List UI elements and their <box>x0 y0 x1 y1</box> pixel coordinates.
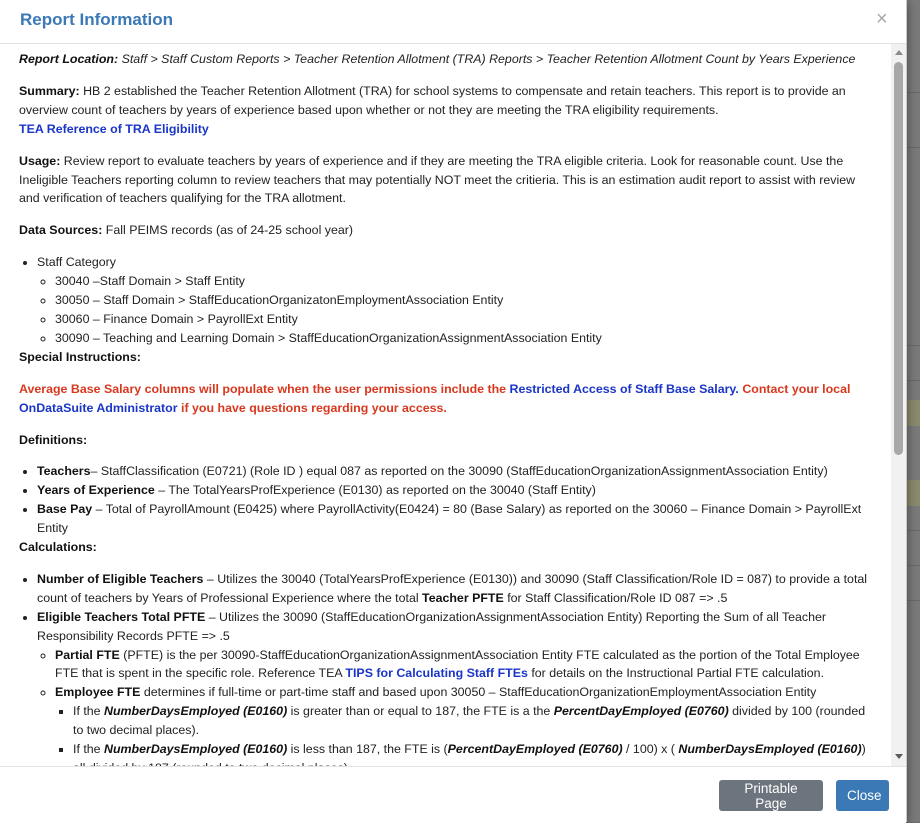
report-location <box>19 50 871 69</box>
warning-text: Contact your local <box>742 381 851 396</box>
calculation-term: Employee FTE <box>55 685 141 700</box>
usage-text: Review report to evaluate teachers by years of experience and if they are meeting the TRA eligible criteria. Look for reasonable count. Use the Ineligible Teachers reporting column to review teachers that may potentially NOT meet the critieria. This is an estimation audit report to assist with review and verification of teachers qualifying for the TRA allotment. <box>19 153 856 206</box>
definitions-list <box>37 462 871 538</box>
field-name: NumberDaysEmployed (E0160) <box>678 742 862 757</box>
modal-body[interactable] <box>0 44 906 766</box>
report-location-value: Staff > Staff Custom Reports > Teacher Retention Allotment (TRA) Reports > Teacher Retention Allotment Count by Years Experience <box>121 52 856 66</box>
background-page <box>905 0 920 822</box>
background-divider <box>905 147 920 148</box>
list-item <box>37 462 871 481</box>
scroll-down-icon[interactable] <box>895 754 903 759</box>
summary-section <box>19 82 871 139</box>
calculation-text: for details on the Instructional Partial FTE calculation. <box>531 666 825 681</box>
calculations-list <box>37 570 871 778</box>
definition-term: Years of Experience <box>37 483 155 498</box>
summary-label: Summary: <box>19 83 80 98</box>
background-highlight-row <box>905 400 920 426</box>
data-sources-section <box>19 221 871 240</box>
warning-text: Average Base Salary columns will populate when the user permissions include the <box>19 381 507 396</box>
calculation-term: Eligible Teachers Total PFTE <box>37 609 206 624</box>
list-item <box>55 646 871 684</box>
warning-text: if you have questions regarding your access. <box>181 400 447 415</box>
field-name: NumberDaysEmployed (E0160) <box>104 704 288 719</box>
calculation-text: for Staff Classification/Role ID 087 => .5 <box>507 590 728 605</box>
restricted-access-link[interactable]: Restricted Access of Staff Base Salary. <box>509 381 739 396</box>
special-instructions-label: Special Instructions: <box>19 349 141 364</box>
field-name: PercentDayEmployed (E0760) <box>553 704 729 719</box>
list-item: ◦ 30050 – Staff Domain > StaffEducationOrganizatonEmploymentAssociation Entity <box>55 291 871 310</box>
definition-term: Teachers <box>37 464 91 479</box>
calculation-text: – Utilizes the 30040 (TotalYearsProfExperience (E0130)) and 30090 (Staff Classification/Role ID = 087) to provide a total count of teachers by Years of Professional Experience where the total <box>37 571 868 605</box>
definitions-label: Definitions: <box>19 432 88 447</box>
list-item: ◦ 30060 – Finance Domain > PayrollExt Entity <box>55 310 871 329</box>
usage-section <box>19 152 871 209</box>
background-divider <box>905 530 920 531</box>
data-sources-list <box>37 253 871 348</box>
calculation-text: (PFTE) <box>123 647 164 662</box>
list-item <box>37 253 871 348</box>
background-divider <box>905 345 920 346</box>
calculation-bold: Teacher PFTE <box>422 590 504 605</box>
modal-footer <box>0 766 906 823</box>
data-sources-label: Data Sources: <box>19 223 103 238</box>
definition-text: – Total of PayrollAmount (E0425) where PayrollActivity(E0424) = 80 (Base Salary) as reported on the 30060 – Finance Domain > PayrollExt Entity <box>37 502 862 536</box>
modal-scrollbar[interactable] <box>891 44 906 766</box>
calculation-term: Number of Eligible Teachers <box>37 571 204 586</box>
calculation-term: Partial FTE <box>55 647 120 662</box>
list-item: ▪ If the NumberDaysEmployed (E0160) is less than 187, the FTE is (PercentDayEmployed (E0760) / 100) x ( NumberDaysEmployed (E0160)) <box>73 740 871 778</box>
definition-text: – StaffClassification (E0721) (Role ID ) equal 087 as reported on the 30090 (StaffEducationOrganizationAssignmentAssociation Entity) <box>90 464 828 479</box>
background-divider <box>905 565 920 566</box>
printable-page-button[interactable]: Printable Page <box>719 780 823 811</box>
special-instructions-text <box>19 380 871 418</box>
field-name: NumberDaysEmployed (E0160) <box>104 742 288 757</box>
close-icon[interactable]: × <box>876 8 888 30</box>
definition-text: – The TotalYearsProfExperience (E0130) as reported on the 30040 (Staff Entity) <box>158 483 596 498</box>
list-item: ◦ 30040 –Staff Domain > Staff Entity <box>55 272 871 291</box>
tra-eligibility-link[interactable]: TEA Reference of TRA Eligibility <box>19 121 209 136</box>
list-item <box>37 481 871 500</box>
modal-title: Report Information <box>20 10 173 29</box>
ondatasuite-admin-link[interactable]: OnDataSuite Administrator <box>19 400 178 415</box>
background-divider <box>905 600 920 601</box>
modal-header <box>0 0 906 44</box>
list-item <box>55 683 871 778</box>
background-divider <box>905 380 920 381</box>
list-item <box>37 570 871 608</box>
staff-category-label: Staff Category <box>37 255 116 270</box>
usage-label: Usage: <box>19 153 61 168</box>
report-location-label: Report Location: <box>19 52 119 66</box>
list-item <box>37 608 871 778</box>
scrollbar-thumb[interactable] <box>894 62 903 455</box>
calculation-text: is the per 30090-StaffEducationOrganizationAssignmentAssociation Entity FTE calculated as the portion of the Total Employee FTE that is spent in the specific role. Reference TEA <box>55 647 860 681</box>
field-name: PercentDayEmployed (E0760) <box>447 742 623 757</box>
list-item <box>37 500 871 538</box>
scroll-up-icon[interactable] <box>895 50 903 55</box>
list-item: ▪ If the NumberDaysEmployed (E0160) is greater than or equal to 187, the FTE is a the PercentDayEmployed (E0760) divided by 100 (rounded to two decimal places). <box>73 702 871 740</box>
data-sources-text: Fall PEIMS records (as of 24-25 school year) <box>105 223 354 238</box>
tips-staff-fte-link[interactable]: TIPS for Calculating Staff FTEs <box>345 666 528 681</box>
background-divider <box>905 92 920 93</box>
close-button[interactable]: Close <box>836 780 889 811</box>
calculation-text: determines if full-time or part-time staff and based upon 30050 – StaffEducationOrganizationEmploymentAssociation Entity <box>143 685 817 700</box>
calculations-label: Calculations: <box>19 540 97 555</box>
background-highlight-row <box>905 480 920 506</box>
report-info-content <box>19 50 871 778</box>
definition-term: Base Pay <box>37 502 93 517</box>
summary-text: HB 2 established the Teacher Retention Allotment (TRA) for school systems to compensate and retain teachers. This report is to provide an overview count of teachers by years of experience based upon whether or not they are meeting the TRA eligibility requirements. <box>19 83 846 117</box>
calculation-text: – Utilizes the 30090 (StaffEducationOrganizationAssignmentAssociation Entity) Reporting the Sum of all Teacher Responsibility Records PFTE => .5 <box>37 609 827 643</box>
list-item: ◦ 30090 – Teaching and Learning Domain > StaffEducationOrganizationAssignmentAssociation Entity <box>55 329 871 348</box>
